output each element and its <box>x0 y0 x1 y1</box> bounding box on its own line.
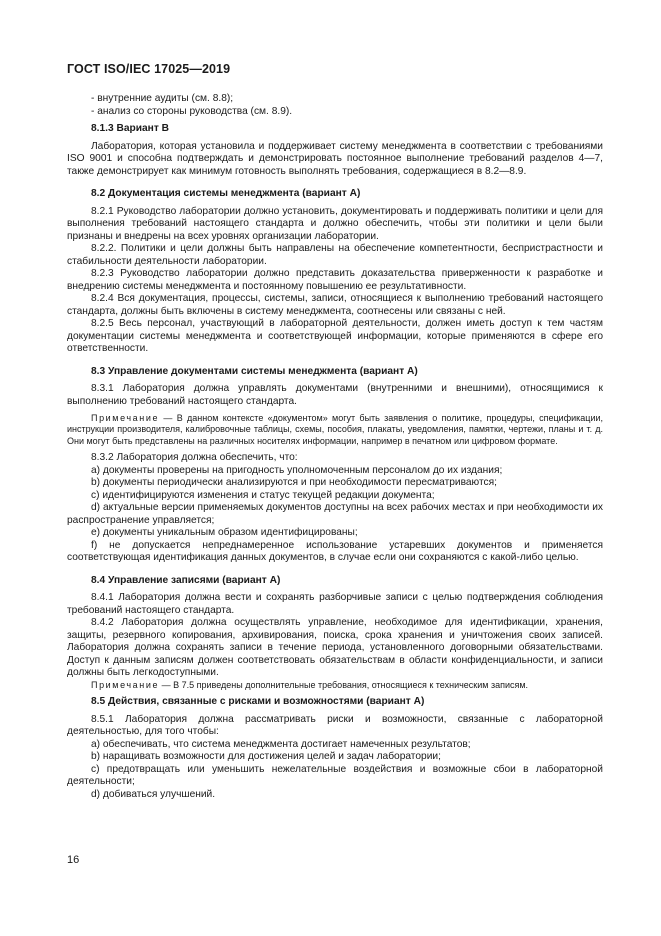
document-body <box>67 93 603 801</box>
list-item: с) идентифицируются изменения и статус текущей редакции документа; <box>91 489 435 501</box>
page-number: 16 <box>67 854 80 866</box>
note-label: Примечание <box>91 413 160 423</box>
note-text: — В 7.5 приведены дополнительные требования, относящиеся к техническим записям. <box>159 679 529 690</box>
list-item: е) документы уникальным образом идентифицированы; <box>91 527 358 539</box>
paragraph: 8.2.5 Весь персонал, участвующий в лабораторной деятельности, должен иметь доступ к тем частям документации системы менеджмента и соответствующей информации, которые применяются в сфере его ответственности. <box>67 318 603 354</box>
note <box>67 413 603 447</box>
section-heading-8-3: 8.3 Управление документами системы менеджмента (вариант А) <box>91 365 418 377</box>
paragraph: 8.5.1 Лаборатория должна рассматривать риски и возможности, связанные с лабораторной деятельностью, для того чтобы: <box>67 713 603 738</box>
paragraph: 8.2.3 Руководство лаборатории должно представить доказательства приверженности к разработке и внедрению системы менеджмента и постоянному повышению ее результативности. <box>67 268 603 292</box>
paragraph: 8.4.1 Лаборатория должна вести и сохранять разборчивые записи с целью подтверждения соблюдения требований настоящего стандарта. <box>67 592 603 616</box>
paragraph: 8.2.1 Руководство лаборатории должно установить, документировать и поддерживать политики и цели для выполнения требований настоящего стандарта и должно обеспечить, чтобы эти политики и цели были признаны и внедрены на всех уровнях организации лаборатории. <box>67 205 603 242</box>
list-item: - внутренние аудиты (см. 8.8); <box>91 93 234 104</box>
paragraph: 8.3.1 Лаборатория должна управлять документами (внутренними и внешними), относящимися к выполнению требований настоящего стандарта. <box>67 383 603 407</box>
paragraph: 8.2.2. Политики и цели должны быть направлены на обеспечение компетентности, беспристрастности и стабильности деятельности лаборатории. <box>67 243 603 267</box>
section-heading-8-2: 8.2 Документация системы менеджмента (вариант А) <box>91 188 361 199</box>
list-item: d) актуальные версии применяемых документов доступны на всех рабочих местах и при необходимости их распространение управляется; <box>67 502 603 526</box>
note-label: Примечание <box>91 679 160 690</box>
note <box>67 680 603 691</box>
paragraph: Лаборатория, которая установила и поддерживает систему менеджмента в соответствии с требованиями ISO 9001 и способна подтверждать и демонстрировать постоянное выполнение требований разделов 4—7, также демонстрирует как минимум готовность выполнять требования, содержащиеся в 8.2—8.9. <box>67 140 603 177</box>
list-item: d) добиваться улучшений. <box>91 788 216 800</box>
section-heading-8-4: 8.4 Управление записями (вариант А) <box>91 574 281 586</box>
section-heading-8-1-3: 8.1.3 Вариант В <box>91 123 169 134</box>
paragraph: 8.2.4 Вся документация, процессы, системы, записи, относящиеся к выполнению требований настоящего стандарта, должны быть включены в систему менеджмента, соотнесены или связаны с ней. <box>67 293 603 317</box>
list-item: b) документы периодически анализируются и при необходимости пересматриваются; <box>91 477 497 489</box>
list-item: - анализ со стороны руководства (см. 8.9). <box>91 105 293 117</box>
list-item: а) обеспечивать, что система менеджмента достигает намеченных результатов; <box>91 738 471 750</box>
note-text: — В данном контексте «документом» могут быть заявления о политике, процедуры, спецификации, инструкции производителя, калибровочные таблицы, схемы, пособия, плакаты, уведомления, памятки, чертежи, планы и т. д. Они могут быть представлены на различных носителях информации, например в печатном или цифровом формате. <box>67 413 603 446</box>
list-item: f) не допускается непреднамеренное использование устаревших документов и применяется соответствующая идентификация данных документов, в случае если они сохраняются с какой-либо целью. <box>67 539 603 564</box>
list-item: а) документы проверены на пригодность уполномоченным персоналом до их издания; <box>91 464 503 476</box>
section-heading-8-5: 8.5 Действия, связанные с рисками и возможностями (вариант А) <box>91 696 425 708</box>
paragraph: 8.4.2 Лаборатория должна осуществлять управление, необходимое для идентификации, хранения, защиты, резервного копирования, архивирования, поиска, срока хранения и уничтожения своих записей. Лаборатория должна сохранять записи в течение периода, установленного договорными обязательствами. Доступ к данным записям должен соответствовать обязательствам в области конфиденциальности, и записи должны быть легкодоступными. <box>67 617 603 679</box>
list-item: с) предотвращать или уменьшить нежелательные воздействия и возможные сбои в лабораторной деятельности; <box>67 763 603 788</box>
list-item: b) наращивать возможности для достижения целей и задач лаборатории; <box>91 751 441 763</box>
page-header: ГОСТ ISO/IEC 17025—2019 <box>67 62 231 76</box>
paragraph: 8.3.2 Лаборатория должна обеспечить, что: <box>91 452 298 464</box>
